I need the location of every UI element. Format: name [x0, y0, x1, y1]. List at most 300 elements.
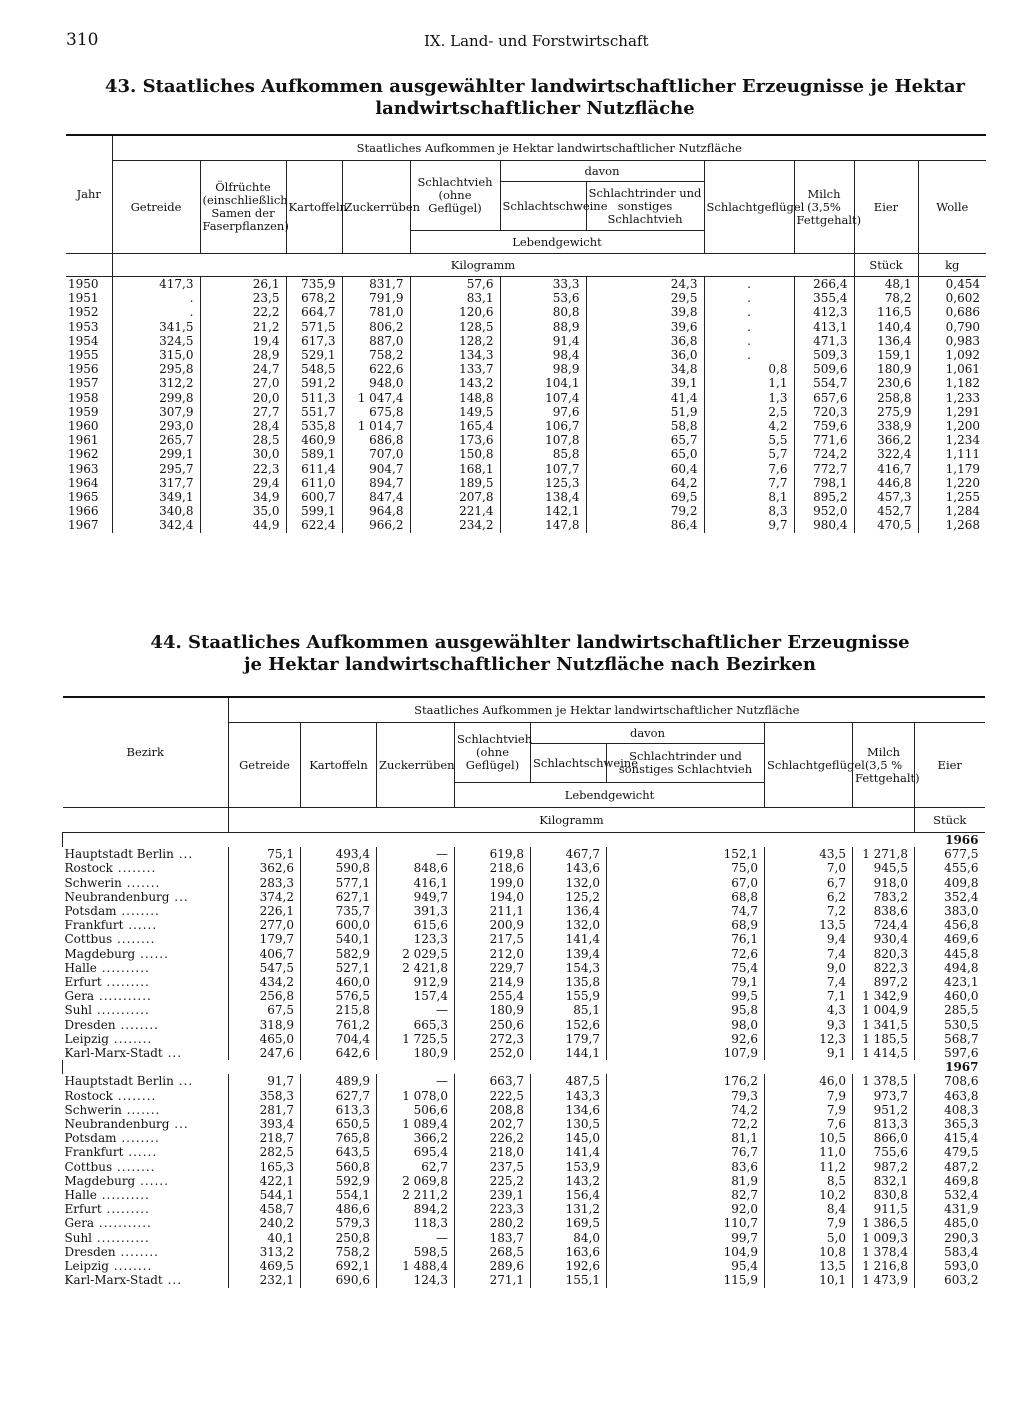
cell: 358,3 — [229, 1089, 301, 1103]
cell: 208,8 — [455, 1103, 531, 1117]
cell: 391,3 — [377, 904, 455, 918]
leader-dots: ....... — [121, 1102, 161, 1117]
cell: 28,9 — [200, 348, 286, 362]
cell: 894,2 — [377, 1202, 455, 1216]
leader-dots: ......... — [101, 975, 150, 990]
cell: 277,0 — [229, 918, 301, 932]
cell: 568,7 — [915, 1032, 985, 1046]
cell: 123,3 — [377, 932, 455, 946]
leader-dots: .......... — [96, 960, 150, 975]
cell: 822,3 — [853, 961, 915, 975]
cell: 155,1 — [531, 1273, 607, 1287]
cell: 44,9 — [200, 518, 286, 532]
table-row — [66, 348, 986, 362]
cell: 135,8 — [531, 975, 607, 989]
cell: 68,8 — [607, 890, 765, 904]
table-row — [66, 391, 986, 405]
table-row — [63, 1174, 985, 1188]
cell: 1 014,7 — [342, 419, 410, 433]
cell: 791,9 — [342, 291, 410, 305]
unit-lebendgewicht: Lebendgewicht — [410, 231, 704, 254]
cell: 240,2 — [229, 1216, 301, 1230]
cell: 600,0 — [301, 918, 377, 932]
cell: 134,3 — [410, 348, 500, 362]
cell: 627,7 — [301, 1089, 377, 1103]
cell: 60,4 — [586, 462, 704, 476]
bezirk-name: Hauptstadt Berlin — [64, 1074, 174, 1089]
cell: 509,3 — [794, 348, 854, 362]
cell: 642,6 — [301, 1046, 377, 1060]
cell: 194,0 — [455, 890, 531, 904]
row-bezirk — [63, 1188, 229, 1202]
cell: 1 342,9 — [853, 989, 915, 1003]
row-year: 1959 — [68, 404, 99, 419]
cell: 423,1 — [915, 975, 985, 989]
cell: 434,2 — [229, 975, 301, 989]
cell: 136,4 — [854, 334, 918, 348]
cell: 7,4 — [765, 947, 853, 961]
leader-dots: ... — [173, 1074, 194, 1089]
cell: 460,0 — [301, 975, 377, 989]
cell: 144,1 — [531, 1046, 607, 1060]
cell: 486,6 — [301, 1202, 377, 1216]
col-schlachtvieh: Schlachtvieh (ohne Geflügel) — [410, 161, 500, 231]
cell: 613,3 — [301, 1103, 377, 1117]
cell: 72,6 — [607, 947, 765, 961]
cell: 1,111 — [918, 447, 986, 461]
cell: 75,0 — [607, 861, 765, 875]
cell: 218,7 — [229, 1131, 301, 1145]
bezirk-name: Frankfurt — [64, 1145, 124, 1160]
cell: 85,1 — [531, 1003, 607, 1017]
cell: 26,1 — [200, 277, 286, 292]
cell: 9,3 — [765, 1018, 853, 1032]
cell: 412,3 — [794, 305, 854, 319]
cell: 131,2 — [531, 1202, 607, 1216]
cell: 33,3 — [500, 277, 586, 292]
cell: 99,5 — [607, 989, 765, 1003]
bezirk-name: Suhl — [64, 1003, 93, 1018]
cell: 592,9 — [301, 1174, 377, 1188]
cell: 19,4 — [200, 334, 286, 348]
table-row — [63, 1188, 985, 1202]
row-bezirk — [63, 1259, 229, 1273]
cell: 341,5 — [112, 320, 200, 334]
cell: 1,284 — [918, 504, 986, 518]
table-row — [66, 419, 986, 433]
cell: 128,5 — [410, 320, 500, 334]
cell: 904,7 — [342, 462, 410, 476]
cell: 207,8 — [410, 490, 500, 504]
cell: 173,6 — [410, 433, 500, 447]
cell: 544,1 — [229, 1188, 301, 1202]
cell: 707,0 — [342, 447, 410, 461]
cell: 72,2 — [607, 1117, 765, 1131]
cell: 125,2 — [531, 890, 607, 904]
cell: 1 473,9 — [853, 1273, 915, 1287]
row-bezirk — [63, 1003, 229, 1017]
row-year: 1960 — [68, 419, 99, 434]
cell: 951,2 — [853, 1103, 915, 1117]
cell: 200,9 — [455, 918, 531, 932]
cell: 138,4 — [500, 490, 586, 504]
cell: 617,3 — [286, 334, 342, 348]
cell: 759,6 — [794, 419, 854, 433]
cell: 383,0 — [915, 904, 985, 918]
cell: 758,2 — [342, 348, 410, 362]
cell: 268,5 — [455, 1245, 531, 1259]
cell: 91,7 — [229, 1074, 301, 1088]
bezirk-name: Leipzig — [64, 1031, 109, 1046]
cell: 189,5 — [410, 476, 500, 490]
unit-kg: kg — [918, 254, 986, 277]
row-bezirk — [63, 861, 229, 875]
cell: 159,1 — [854, 348, 918, 362]
cell: 579,3 — [301, 1216, 377, 1230]
cell: 973,7 — [853, 1089, 915, 1103]
table-row — [63, 1046, 985, 1060]
leader-dots: ........... — [94, 989, 152, 1004]
table-row — [63, 1259, 985, 1273]
cell: 40,1 — [229, 1231, 301, 1245]
col-davon-44: davon — [531, 723, 765, 744]
row-bezirk — [63, 961, 229, 975]
cell: 469,5 — [229, 1259, 301, 1273]
bezirk-name: Rostock — [64, 1088, 113, 1103]
bezirk-name: Erfurt — [64, 975, 102, 990]
cell: 285,5 — [915, 1003, 985, 1017]
cell: 1 009,3 — [853, 1231, 915, 1245]
bezirk-name: Gera — [64, 1216, 95, 1231]
cell: 179,7 — [531, 1032, 607, 1046]
bezirk-name: Suhl — [64, 1230, 93, 1245]
cell: 479,5 — [915, 1145, 985, 1159]
table-row — [63, 947, 985, 961]
cell: 10,5 — [765, 1131, 853, 1145]
cell: 2,5 — [704, 405, 794, 419]
cell: 143,6 — [531, 861, 607, 875]
cell: 1,061 — [918, 362, 986, 376]
cell: 29,4 — [200, 476, 286, 490]
cell: 1,268 — [918, 518, 986, 532]
cell: 832,1 — [853, 1174, 915, 1188]
cell: 452,7 — [854, 504, 918, 518]
cell: 765,8 — [301, 1131, 377, 1145]
cell: 831,7 — [342, 277, 410, 292]
cell: 104,1 — [500, 376, 586, 390]
cell: 1 004,9 — [853, 1003, 915, 1017]
cell: 43,5 — [765, 847, 853, 861]
cell: 133,7 — [410, 362, 500, 376]
cell: 554,7 — [794, 376, 854, 390]
leader-dots: ...... — [135, 946, 169, 961]
cell: 0,983 — [918, 334, 986, 348]
row-year: 1958 — [68, 390, 99, 405]
leader-dots: ........... — [92, 1230, 150, 1245]
leader-dots: ........ — [112, 861, 157, 876]
cell: 143,3 — [531, 1089, 607, 1103]
cell: 91,4 — [500, 334, 586, 348]
cell: 1 216,8 — [853, 1259, 915, 1273]
cell: 58,8 — [586, 419, 704, 433]
cell: 92,6 — [607, 1032, 765, 1046]
cell: 78,2 — [854, 291, 918, 305]
cell: 1,291 — [918, 405, 986, 419]
cell: 2 029,5 — [377, 947, 455, 961]
col-eier-44: Eier — [915, 723, 985, 808]
cell: 142,1 — [500, 504, 586, 518]
leader-dots: ... — [162, 1046, 183, 1061]
cell: 217,5 — [455, 932, 531, 946]
cell: 2 421,8 — [377, 961, 455, 975]
table-row — [66, 518, 986, 532]
cell: 67,0 — [607, 876, 765, 890]
row-bezirk — [63, 918, 229, 932]
cell: 591,2 — [286, 376, 342, 390]
table-row — [66, 362, 986, 376]
cell: . — [112, 305, 200, 319]
cell: 180,9 — [377, 1046, 455, 1060]
leader-dots: ...... — [123, 1145, 158, 1160]
cell: 84,0 — [531, 1231, 607, 1245]
cell: 7,9 — [765, 1103, 853, 1117]
cell: 7,2 — [765, 904, 853, 918]
leader-dots: ...... — [123, 918, 158, 933]
row-year: 1966 — [68, 504, 99, 519]
cell: 35,0 — [200, 504, 286, 518]
cell: 165,3 — [229, 1160, 301, 1174]
cell: 692,1 — [301, 1259, 377, 1273]
table-row — [63, 1273, 985, 1287]
cell: 527,1 — [301, 961, 377, 975]
cell: 153,9 — [531, 1160, 607, 1174]
table-row — [63, 861, 985, 875]
cell: . — [704, 320, 794, 334]
cell: 0,8 — [704, 362, 794, 376]
cell: 317,7 — [112, 476, 200, 490]
cell: . — [112, 291, 200, 305]
table-row — [63, 1103, 985, 1117]
cell: 36,0 — [586, 348, 704, 362]
cell: 237,5 — [455, 1160, 531, 1174]
cell: 813,3 — [853, 1117, 915, 1131]
row-year: 1951 — [68, 291, 99, 306]
cell: 761,2 — [301, 1018, 377, 1032]
cell: 511,3 — [286, 391, 342, 405]
col-zuckerrueben-44: Zuckerrüben — [377, 723, 455, 808]
cell: — — [377, 1074, 455, 1088]
cell: 7,0 — [765, 861, 853, 875]
cell: 68,9 — [607, 918, 765, 932]
leader-dots: ........ — [112, 932, 156, 947]
cell: 272,3 — [455, 1032, 531, 1046]
cell: 627,1 — [301, 890, 377, 904]
cell: 13,5 — [765, 918, 853, 932]
cell: 97,6 — [500, 405, 586, 419]
cell: 603,2 — [915, 1273, 985, 1287]
cell: 571,5 — [286, 320, 342, 334]
cell: 735,9 — [286, 277, 342, 292]
cell: 431,9 — [915, 1202, 985, 1216]
cell: 695,4 — [377, 1145, 455, 1159]
cell: 98,0 — [607, 1018, 765, 1032]
cell: 99,7 — [607, 1231, 765, 1245]
cell: 295,8 — [112, 362, 200, 376]
cell: 1,179 — [918, 462, 986, 476]
cell: 24,7 — [200, 362, 286, 376]
table-row — [63, 989, 985, 1003]
col-milch: Milch (3,5% Fettgehalt) — [794, 161, 854, 254]
cell: 930,4 — [853, 932, 915, 946]
row-bezirk — [63, 1273, 229, 1287]
cell: 911,5 — [853, 1202, 915, 1216]
leader-dots: ... — [169, 1117, 189, 1132]
cell: 2 211,2 — [377, 1188, 455, 1202]
cell: 218,0 — [455, 1145, 531, 1159]
cell: 221,4 — [410, 504, 500, 518]
cell: 271,1 — [455, 1273, 531, 1287]
cell: 225,2 — [455, 1174, 531, 1188]
cell: 280,2 — [455, 1216, 531, 1230]
cell: 1 725,5 — [377, 1032, 455, 1046]
cell: 456,8 — [915, 918, 985, 932]
cell: 7,6 — [765, 1117, 853, 1131]
cell: 9,0 — [765, 961, 853, 975]
cell: 256,8 — [229, 989, 301, 1003]
year-label: 1966 — [63, 833, 985, 848]
cell: 86,4 — [586, 518, 704, 532]
cell: 866,0 — [853, 1131, 915, 1145]
page-number: 310 — [66, 30, 99, 50]
row-year: 1952 — [68, 305, 99, 320]
cell: 445,8 — [915, 947, 985, 961]
cell: 980,4 — [794, 518, 854, 532]
cell: 781,0 — [342, 305, 410, 319]
cell: 1,1 — [704, 376, 794, 390]
col-oelfruechte: Ölfrüchte (einschließlich Samen der Faserpflanzen) — [200, 161, 286, 254]
cell: 598,5 — [377, 1245, 455, 1259]
cell: 704,4 — [301, 1032, 377, 1046]
col-davon: davon — [500, 161, 704, 182]
cell: 218,6 — [455, 861, 531, 875]
cell: 657,6 — [794, 391, 854, 405]
cell: 622,6 — [342, 362, 410, 376]
bezirk-name: Cottbus — [64, 1159, 113, 1174]
cell: 140,4 — [854, 320, 918, 334]
cell: 41,4 — [586, 391, 704, 405]
cell: 69,5 — [586, 490, 704, 504]
table-row — [66, 277, 986, 292]
running-head: IX. Land- und Forstwirtschaft — [424, 32, 649, 50]
bezirk-name: Leipzig — [64, 1259, 109, 1274]
bezirk-name: Dresden — [64, 1017, 116, 1032]
bezirk-name: Rostock — [64, 861, 113, 876]
cell: 393,4 — [229, 1117, 301, 1131]
cell: 283,3 — [229, 876, 301, 890]
cell: 139,4 — [531, 947, 607, 961]
cell: 590,8 — [301, 861, 377, 875]
cell: 720,3 — [794, 405, 854, 419]
cell: 222,5 — [455, 1089, 531, 1103]
cell: 141,4 — [531, 1145, 607, 1159]
cell: 1 378,5 — [853, 1074, 915, 1088]
leader-dots: ........ — [108, 1031, 153, 1046]
leader-dots: ........ — [108, 1259, 153, 1274]
table-row — [66, 334, 986, 348]
cell: 39,8 — [586, 305, 704, 319]
table-43 — [66, 134, 986, 533]
cell: 678,2 — [286, 291, 342, 305]
cell: 0,790 — [918, 320, 986, 334]
cell: 1,255 — [918, 490, 986, 504]
cell: 74,7 — [607, 904, 765, 918]
cell: 1 271,8 — [853, 847, 915, 861]
cell: 1 185,5 — [853, 1032, 915, 1046]
table-row — [66, 405, 986, 419]
cell: 57,6 — [410, 277, 500, 292]
cell: 458,7 — [229, 1202, 301, 1216]
cell: 30,0 — [200, 447, 286, 461]
cell: 107,9 — [607, 1046, 765, 1060]
cell: 124,3 — [377, 1273, 455, 1287]
cell: 724,4 — [853, 918, 915, 932]
cell: 212,0 — [455, 947, 531, 961]
cell: 75,4 — [607, 961, 765, 975]
row-year: 1961 — [68, 433, 99, 448]
cell: . — [704, 277, 794, 292]
group-header: Staatliches Aufkommen je Hektar landwirtschaftlicher Nutzfläche — [112, 135, 986, 161]
cell: 887,0 — [342, 334, 410, 348]
cell: 239,1 — [455, 1188, 531, 1202]
cell: 783,2 — [853, 890, 915, 904]
cell: 593,0 — [915, 1259, 985, 1273]
cell: 848,6 — [377, 861, 455, 875]
cell: 81,1 — [607, 1131, 765, 1145]
cell: 98,9 — [500, 362, 586, 376]
cell: 22,2 — [200, 305, 286, 319]
cell: 85,8 — [500, 447, 586, 461]
row-bezirk — [63, 904, 229, 918]
cell: 677,5 — [915, 847, 985, 861]
cell: 509,6 — [794, 362, 854, 376]
unit-stueck: Stück — [854, 254, 918, 277]
cell: 132,0 — [531, 918, 607, 932]
cell: 622,4 — [286, 518, 342, 532]
cell: 150,8 — [410, 447, 500, 461]
cell: 724,2 — [794, 447, 854, 461]
cell: 1,234 — [918, 433, 986, 447]
cell: 416,7 — [854, 462, 918, 476]
cell: 8,3 — [704, 504, 794, 518]
cell: 830,8 — [853, 1188, 915, 1202]
cell: 530,5 — [915, 1018, 985, 1032]
cell: 460,9 — [286, 433, 342, 447]
col-wolle: Wolle — [918, 161, 986, 254]
cell: 92,0 — [607, 1202, 765, 1216]
cell: 1,233 — [918, 391, 986, 405]
cell: 611,4 — [286, 462, 342, 476]
cell: 76,1 — [607, 932, 765, 946]
row-year: 1950 — [68, 277, 99, 291]
row-bezirk — [63, 1231, 229, 1245]
cell: 1,3 — [704, 391, 794, 405]
cell: 551,7 — [286, 405, 342, 419]
cell: 299,1 — [112, 447, 200, 461]
cell: 281,7 — [229, 1103, 301, 1117]
cell: 79,1 — [607, 975, 765, 989]
col-eier: Eier — [854, 161, 918, 254]
cell: 315,0 — [112, 348, 200, 362]
